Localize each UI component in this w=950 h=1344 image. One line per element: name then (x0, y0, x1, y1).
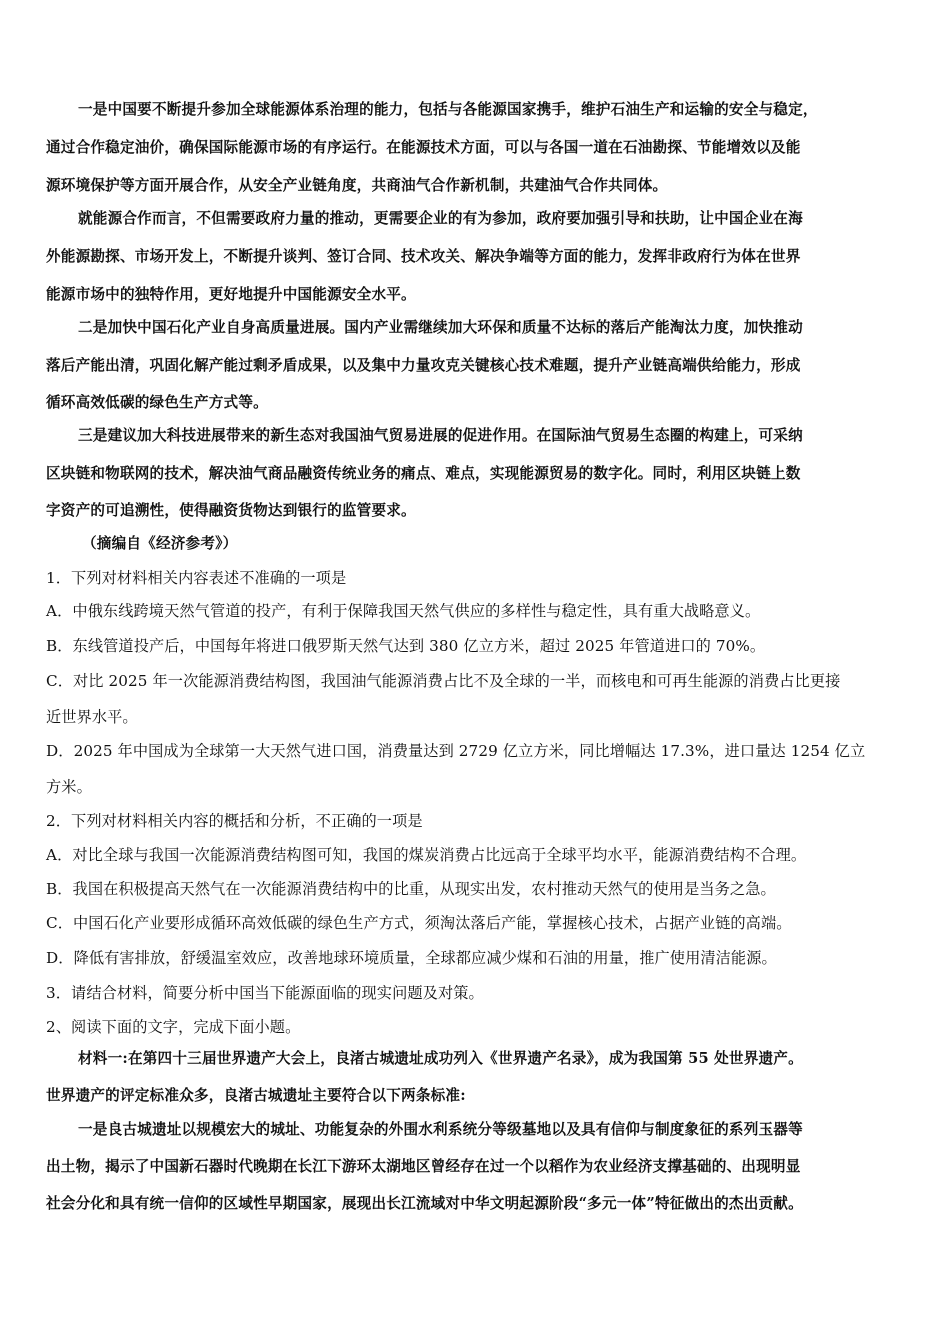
question-1-option-c: C．对比 2025 年一次能源消费结构图，我国油气能源消费占比不及全球的一半，而核电和可再生能源的消费占比更接 (46, 672, 841, 690)
paragraph-line: 三是建议加大科技进展带来的新生态对我国油气贸易进展的促进作用。在国际油气贸易生态圈的构建上，可采纳 (78, 427, 803, 444)
paragraph-line: 源环境保护等方面开展合作，从安全产业链角度，共商油气合作新机制，共建油气合作共同体。 (46, 177, 668, 194)
question-1-option-c-cont: 近世界水平。 (46, 708, 138, 726)
paragraph-line: 就能源合作而言，不但需要政府力量的推动，更需要企业的有为参加，政府要加强引导和扶助，让中国企业在海 (78, 210, 803, 227)
paragraph-line: 材料一:在第四十三届世界遗产大会上，良渚古城遗址成功列入《世界遗产名录》，成为我国第 55 处世界遗产。 (78, 1050, 803, 1067)
paragraph-line: 通过合作稳定油价，确保国际能源市场的有序运行。在能源技术方面，可以与各国一道在石油勘探、节能增效以及能 (46, 139, 801, 156)
paragraph-line: 二是加快中国石化产业自身高质量进展。国内产业需继续加大环保和质量不达标的落后产能淘汰力度，加快推动 (78, 319, 803, 336)
question-1-option-b: B．东线管道投产后，中国每年将进口俄罗斯天然气达到 380 亿立方米，超过 2025 年管道进口的 70%。 (46, 637, 766, 655)
paragraph-line: 社会分化和具有统一信仰的区域性早期国家，展现出长江流域对中华文明起源阶段“多元一体”特征做出的杰出贡献。 (46, 1195, 803, 1212)
paragraph-line: 字资产的可追溯性，使得融资货物达到银行的监管要求。 (46, 502, 416, 519)
question-1-option-a: A．中俄东线跨境天然气管道的投产，有利于保障我国天然气供应的多样性与稳定性，具有重大战略意义。 (46, 602, 761, 620)
question-1: 1．下列对材料相关内容表述不准确的一项是 (46, 569, 347, 587)
paragraph-line: 循环高效低碳的绿色生产方式等。 (46, 394, 268, 411)
paragraph-line: 出土物，揭示了中国新石器时代晚期在长江下游环太湖地区曾经存在过一个以稻作为农业经济支撑基础的、出现明显 (46, 1158, 801, 1175)
question-2-option-c: C．中国石化产业要形成循环高效低碳的绿色生产方式，须淘汰落后产能，掌握核心技术，占据产业链的高端。 (46, 914, 792, 932)
question-2: 2．下列对材料相关内容的概括和分析，不正确的一项是 (46, 812, 423, 830)
question-1-option-d-cont: 方米。 (46, 778, 92, 796)
question-2-option-d: D．降低有害排放，舒缓温室效应，改善地球环境质量，全球都应减少煤和石油的用量，推广使用清洁能源。 (46, 949, 777, 967)
question-2-option-a: A．对比全球与我国一次能源消费结构图可知，我国的煤炭消费占比远高于全球平均水平，能源消费结构不合理。 (46, 846, 807, 864)
question-2-option-b: B．我国在积极提高天然气在一次能源消费结构中的比重，从现实出发，农村推动天然气的使用是当务之急。 (46, 880, 776, 898)
paragraph-line: 区块链和物联网的技术，解决油气商品融资传统业务的痛点、难点，实现能源贸易的数字化。同时，利用区块链上数 (46, 465, 801, 482)
source-citation: （摘编自《经济参考》） (82, 535, 238, 552)
paragraph-line: 一是良古城遗址以规模宏大的城址、功能复杂的外围水利系统分等级墓地以及具有信仰与制度象征的系列玉器等 (78, 1121, 803, 1138)
paragraph-line: 能源市场中的独特作用，更好地提升中国能源安全水平。 (46, 286, 416, 303)
paragraph-line: 世界遗产的评定标准众多，良渚古城遗址主要符合以下两条标准: (46, 1087, 466, 1104)
section-2-heading: 2、阅读下面的文字，完成下面小题。 (46, 1018, 301, 1036)
paragraph-line: 一是中国要不断提升参加全球能源体系治理的能力，包括与各能源国家携手，维护石油生产和运输的安全与稳定， (78, 101, 818, 118)
question-3: 3．请结合材料，简要分析中国当下能源面临的现实问题及对策。 (46, 984, 484, 1002)
paragraph-line: 外能源勘探、市场开发上，不断提升谈判、签订合同、技术攻关、解决争端等方面的能力，发挥非政府行为体在世界 (46, 248, 801, 265)
question-1-option-d: D．2025 年中国成为全球第一大天然气进口国，消费量达到 2729 亿立方米，同比增幅达 17.3%，进口量达 1254 亿立 (46, 742, 866, 760)
paragraph-line: 落后产能出清，巩固化解产能过剩矛盾成果，以及集中力量攻克关键核心技术难题，提升产业链高端供给能力，形成 (46, 357, 801, 374)
